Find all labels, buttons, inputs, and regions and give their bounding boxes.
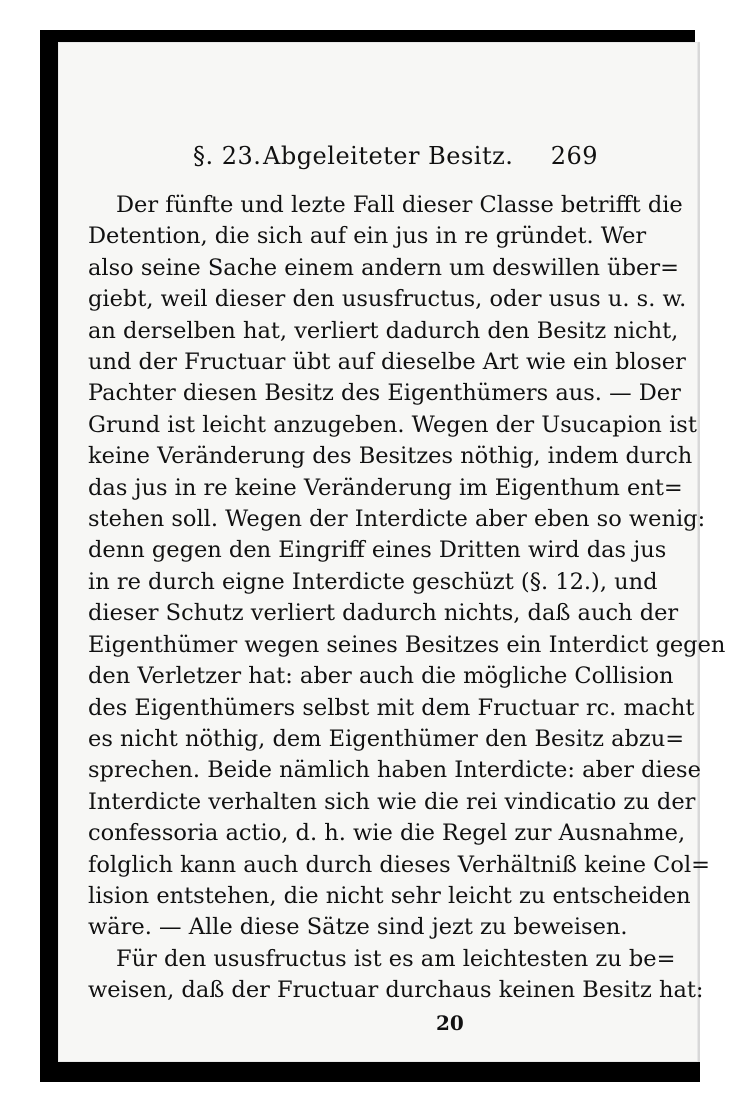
- scan-edge-bottom: [40, 1060, 700, 1082]
- text-line: weisen, daß der Fructuar durchaus keinen Besitz hat:: [88, 977, 704, 1004]
- section-title: Abgeleiteter Besitz.: [263, 142, 514, 170]
- text-line: Grund ist leicht anzugeben. Wegen der Usucapion ist: [88, 411, 697, 438]
- text-line: in re durch eigne Interdicte geschüzt (§. 12.), und: [88, 568, 658, 595]
- text-line: Eigenthümer wegen seines Besitzes ein Interdict gegen: [88, 631, 726, 658]
- text-line: keine Veränderung des Besitzes nöthig, indem durch: [88, 443, 693, 470]
- scan-edge-left: [40, 30, 60, 1082]
- text-line: an derselben hat, verliert dadurch den Besitz nicht,: [88, 317, 679, 344]
- text-line: Pachter diesen Besitz des Eigenthümers aus. — Der: [88, 380, 681, 407]
- section-number: §. 23.: [193, 142, 262, 170]
- text-line: Interdicte verhalten sich wie die rei vindicatio zu der: [88, 788, 696, 815]
- page-content: [88, 142, 726, 1035]
- signature-mark: 20: [436, 1010, 464, 1035]
- text-line: es nicht nöthig, dem Eigenthümer den Besitz abzu=: [88, 725, 685, 752]
- text-line: dieser Schutz verliert dadurch nichts, daß auch der: [88, 600, 679, 627]
- text-line: also seine Sache einem andern um deswillen über=: [88, 254, 679, 281]
- text-line: sprechen. Beide nämlich haben Interdicte: aber diese: [88, 757, 701, 784]
- running-header: [88, 142, 598, 182]
- text-line: confessoria actio, d. h. wie die Regel zur Ausnahme,: [88, 820, 686, 847]
- text-line: denn gegen den Eingriff eines Dritten wird das jus: [88, 537, 667, 564]
- text-line: Der fünfte und lezte Fall dieser Classe betrifft die: [116, 192, 683, 218]
- text-line: Detention, die sich auf ein jus in re gründet. Wer: [88, 223, 647, 250]
- text-line: stehen soll. Wegen der Interdicte aber eben so wenig:: [88, 506, 706, 533]
- text-line: und der Fructuar übt auf dieselbe Art wie ein bloser: [88, 349, 686, 376]
- text-line: Für den ususfructus ist es am leichtesten zu be=: [116, 945, 676, 972]
- text-line: lision entstehen, die nicht sehr leicht zu entscheiden: [88, 882, 691, 909]
- text-line: des Eigenthümers selbst mit dem Fructuar rc. macht: [88, 694, 695, 721]
- text-line: das jus in re keine Veränderung im Eigenthum ent=: [88, 474, 683, 501]
- text-line: den Verletzer hat: aber auch die mögliche Collision: [88, 663, 674, 690]
- text-line: folglich kann auch durch dieses Verhältniß keine Col=: [88, 851, 710, 878]
- text-line: giebt, weil dieser den ususfructus, oder usus u. s. w.: [88, 286, 687, 313]
- page-number: 269: [550, 142, 598, 170]
- text-line: wäre. — Alle diese Sätze sind jezt zu beweisen.: [88, 914, 628, 941]
- body-text: [88, 190, 726, 1007]
- book-page: [58, 42, 726, 1062]
